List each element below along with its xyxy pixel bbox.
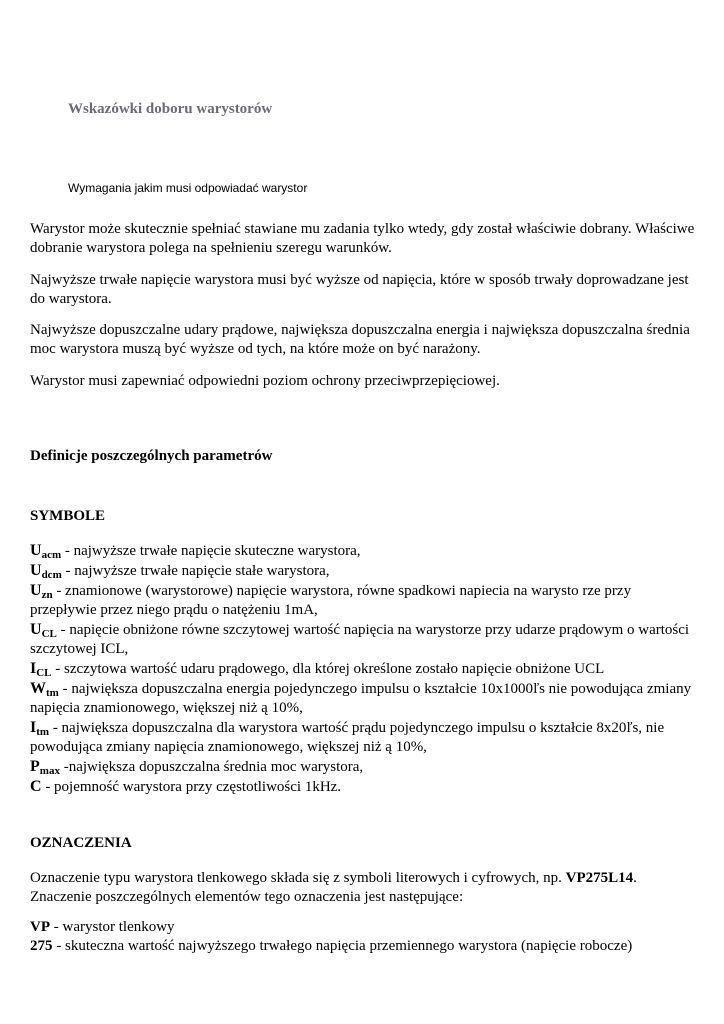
oznaczenia-heading: OZNACZENIA [30, 835, 132, 851]
example-code: VP275L14 [565, 870, 634, 886]
list-item: 275 - skuteczna wartość najwyższego trwałego napięcia przemiennego warystora (napięcie robocze) [30, 938, 633, 954]
symbol-code: $I_{CL}$ [30, 660, 52, 679]
symbol-code: $I_{tm}$ [30, 719, 50, 738]
symbol-code: $U_{acm}$ [30, 542, 62, 561]
oznaczenia-intro: Oznaczenie typu warystora tlenkowego składa się z symboli literowych i cyfrowych, np. VP275L14. Znaczenie poszczególnych elementów tego oznaczenia jest następujące: [30, 870, 637, 905]
list-item: VP - warystor tlenkowy [30, 919, 175, 935]
item-code: VP [30, 919, 50, 935]
symbol-description: - znamionowe (warystorowe) napięcie warystora, równe spadkowi napiecia na warysto rze przy przepływie przez niego prądu o natężeniu 1mA, [30, 583, 632, 618]
symbol-code: $U_{CL}$ [30, 621, 57, 640]
symbol-item [30, 659, 700, 679]
symbol-description: - największa dopuszczalna dla warystora wartość prądu pojedynczego impulsu o kształcie 8x20ľs, nie powodująca zmiany napięcia znamionowego, większej niż ą 10%, [30, 720, 665, 755]
page-title: Wskazówki doboru warystorów [68, 101, 273, 117]
paragraph-intro: Warystor może skutecznie spełniać stawiane mu zadania tylko wtedy, gdy został właściwie dobrany. Właściwe dobranie warystora polega na spełnieniu szeregu warunków. [30, 221, 695, 256]
oznaczenia-list [30, 918, 700, 956]
symbol-item [30, 679, 700, 718]
symbol-description: -największa dopuszczalna średnia moc warystora, [59, 759, 364, 775]
symbol-code: $U_{zn}$ [30, 582, 53, 601]
item-code: 275 [30, 938, 53, 954]
definitions-heading: Definicje poszczególnych parametrów [30, 448, 273, 464]
symbol-item [30, 620, 700, 659]
symbol-item [30, 561, 700, 581]
paragraph-surge: Najwyższe dopuszczalne udary prądowe, największa dopuszczalna energia i największa dopuszczalna średnia moc warystora muszą być wyższe od tych, na które może on być narażony. [30, 322, 690, 357]
symbols-list [30, 541, 700, 797]
symbol-description: - największa dopuszczalna energia pojedynczego impulsu o kształcie 10x1000ľs nie powodująca zmiany napięcia znamionowego, większej niż ą 10%, [30, 681, 692, 716]
symbol-code: $P_{max}$ [30, 758, 60, 777]
symbol-item [30, 777, 700, 797]
symbol-code: $W_{tm}$ [30, 680, 59, 699]
section-subtitle: Wymagania jakim musi odpowiadać warystor [68, 181, 308, 195]
symbol-item [30, 541, 700, 561]
symbol-code: $U_{dcm}$ [30, 562, 62, 581]
symbol-code: C [30, 778, 42, 795]
symbol-item [30, 581, 700, 620]
symbols-heading: SYMBOLE [30, 508, 106, 524]
symbol-description: - szczytowa wartość udaru prądowego, dla której określone zostało napięcie obniżone UCL [51, 661, 605, 677]
symbol-description: - najwyższe trwałe napięcie stałe warystora, [61, 563, 330, 579]
symbol-item [30, 718, 700, 757]
symbol-description: - napięcie obniżone równe szczytowej wartość napięcia na warystorze przy udarze prądowym o wartości szczytowej ICL, [30, 622, 690, 657]
symbol-description: - najwyższe trwałe napięcie skuteczne warystora, [61, 543, 361, 559]
symbol-item [30, 757, 700, 777]
paragraph-voltage: Najwyższe trwałe napięcie warystora musi być wyższe od napięcia, które w sposób trwały doprowadzane jest do warystora. [30, 272, 689, 307]
symbol-description: - pojemność warystora przy częstotliwości 1kHz. [41, 779, 342, 795]
paragraph-protection: Warystor musi zapewniać odpowiedni poziom ochrony przeciwprzepięciowej. [30, 373, 500, 389]
